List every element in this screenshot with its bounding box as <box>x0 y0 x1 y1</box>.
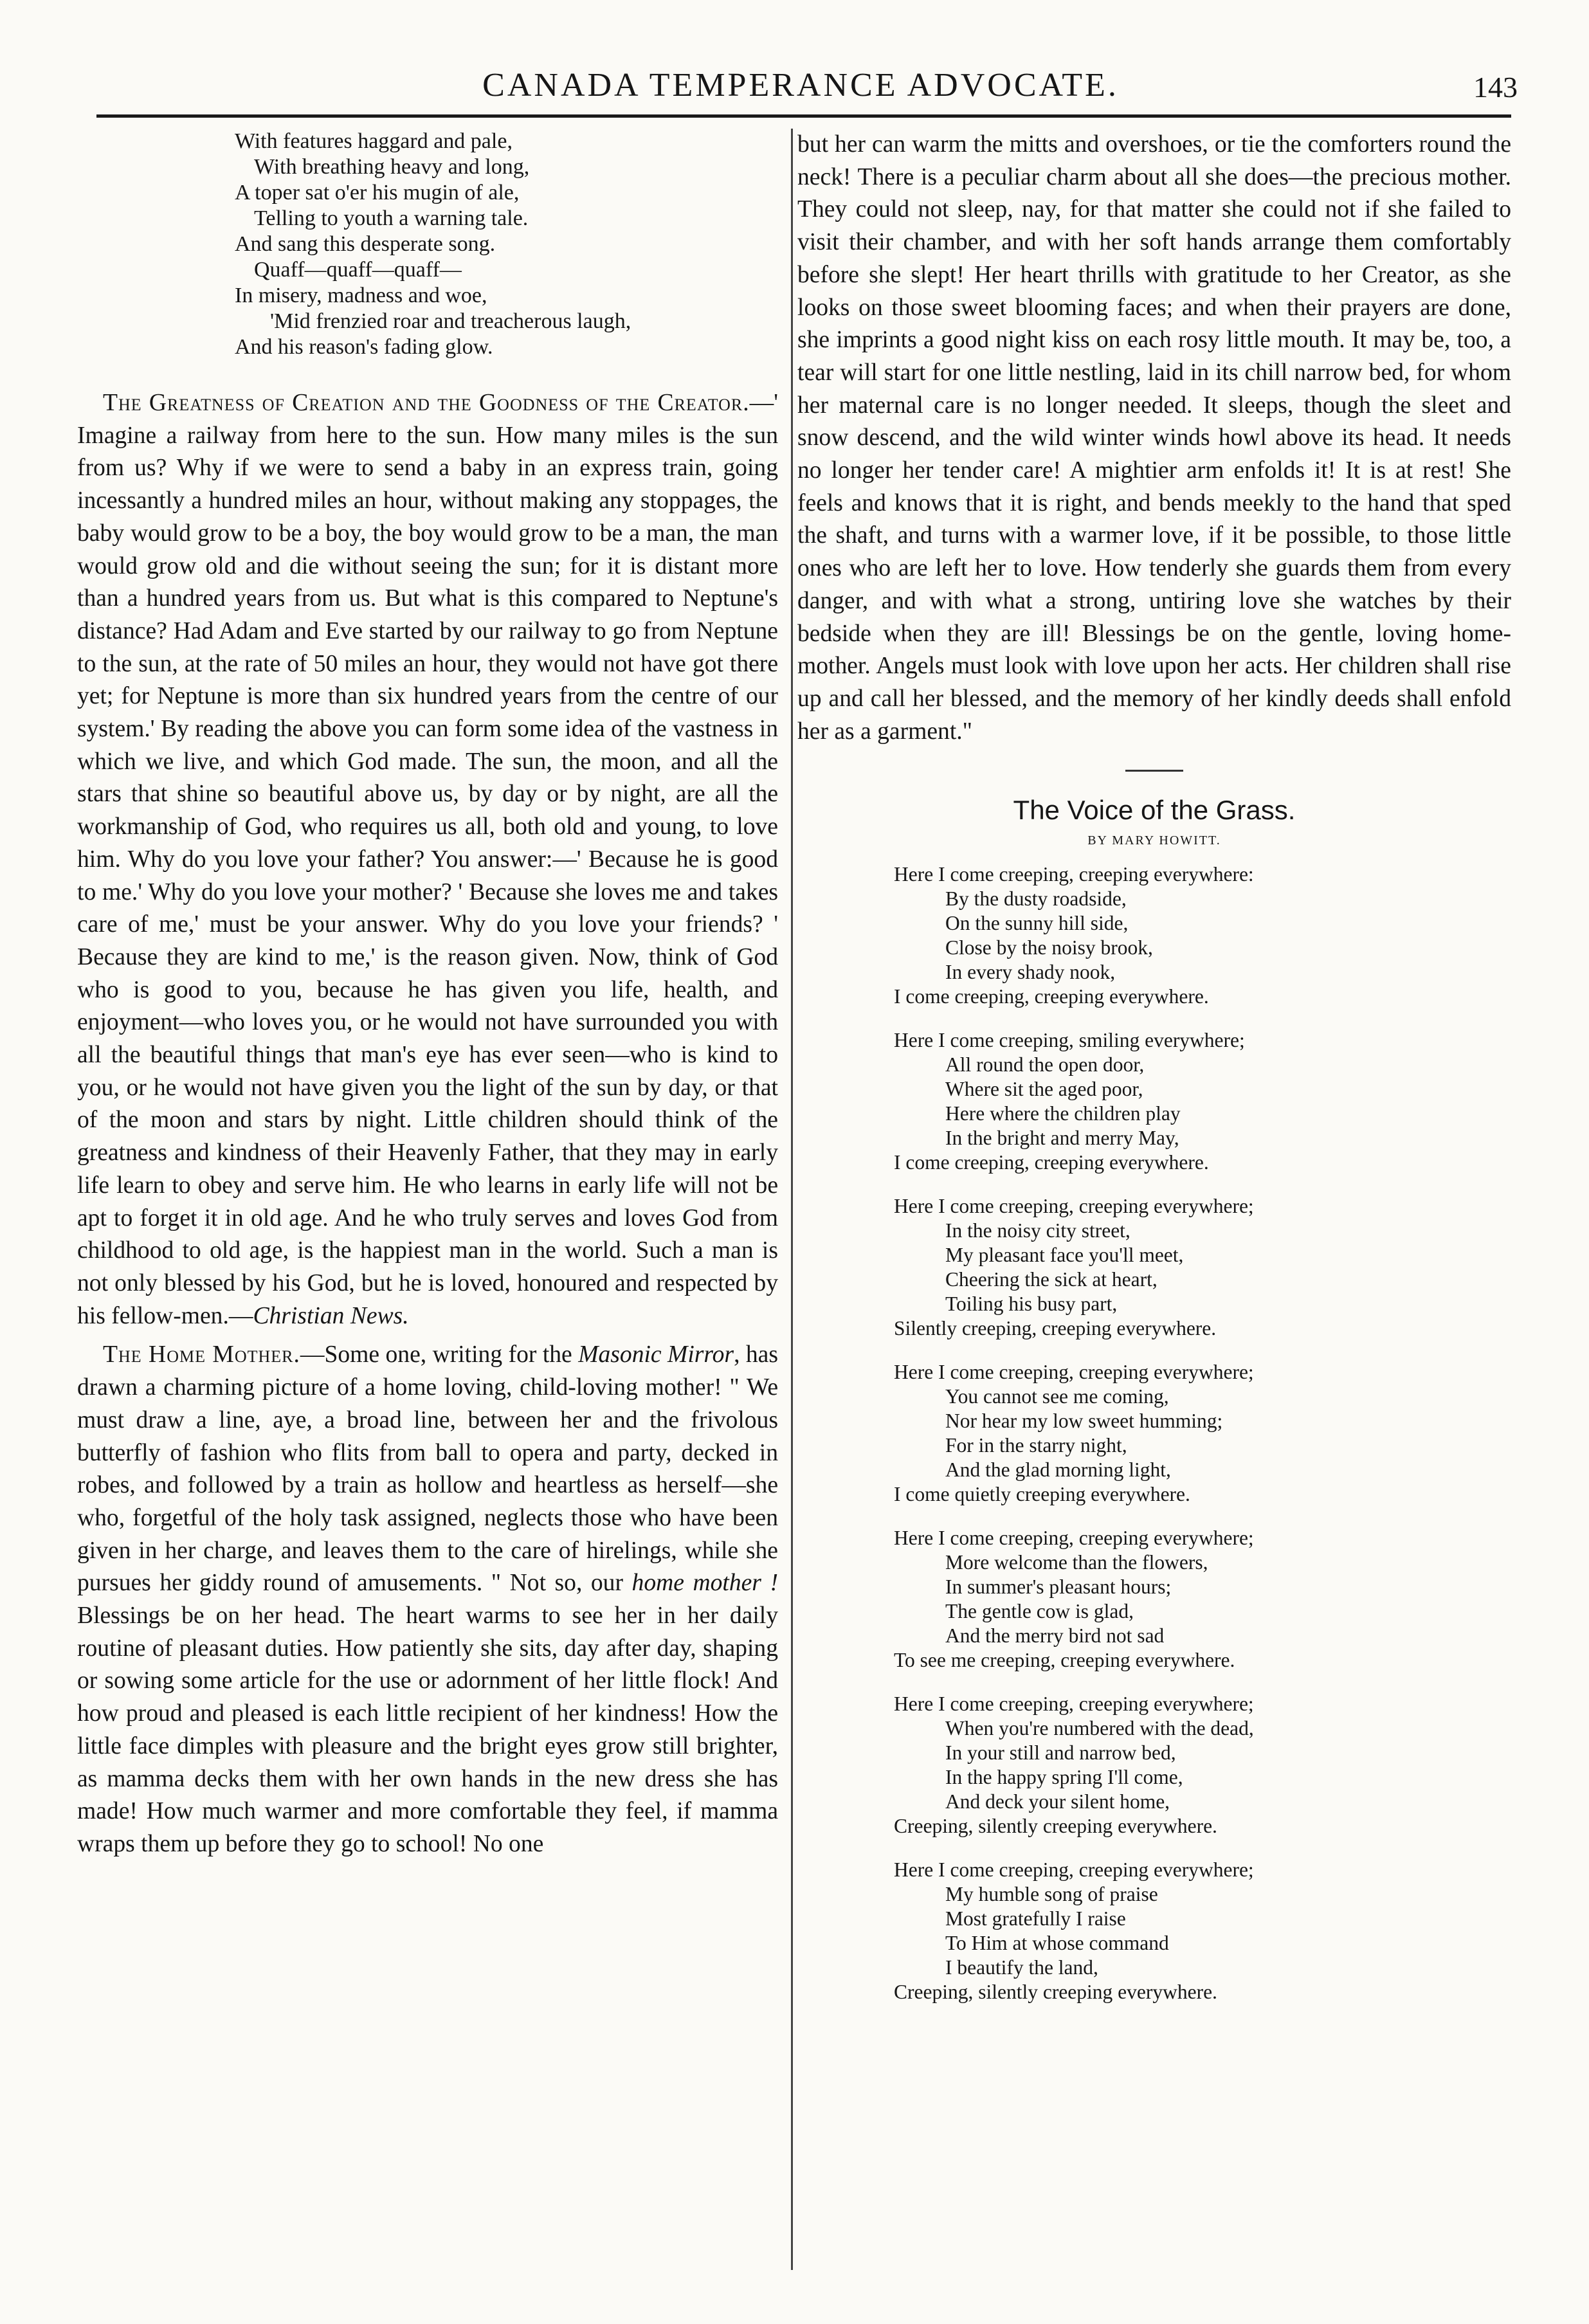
article-heading: The Greatness of Creation and the Goodness of the Creator. <box>103 390 750 416</box>
poem-line: I beautify the land, <box>945 1956 1098 1979</box>
right-column <box>797 129 1511 2024</box>
poem-line: Here I come creeping, smiling everywhere; <box>894 1029 1245 1052</box>
poem-line: My humble song of praise <box>945 1883 1158 1906</box>
emphasis-text: home mother ! <box>631 1570 778 1597</box>
poem-body <box>797 862 1511 2004</box>
poem-title: The Voice of the Grass. <box>1013 795 1296 826</box>
article-home-mother <box>77 1339 778 1860</box>
header-rule <box>96 114 1511 118</box>
poem-line: Here I come creeping, creeping everywhere; <box>894 1527 1254 1550</box>
poem-line: Cheering the sick at heart, <box>945 1268 1158 1291</box>
poem-line: I come creeping, creeping everywhere. <box>894 985 1209 1008</box>
poem-line: In the bright and merry May, <box>945 1127 1179 1150</box>
poem-line: Here I come creeping, creeping everywhere; <box>894 1195 1254 1218</box>
poem-line: In the happy spring I'll come, <box>945 1766 1183 1789</box>
poem-line: The gentle cow is glad, <box>945 1600 1134 1623</box>
poem-line: Most gratefully I raise <box>945 1907 1126 1930</box>
article-source: Christian News. <box>253 1302 409 1329</box>
poem-line: Close by the noisy brook, <box>945 936 1153 959</box>
poem-stanza <box>797 862 1511 1009</box>
verse-line: Telling to youth a warning tale. <box>254 206 529 230</box>
verse-line: And sang this desperate song. <box>235 232 496 256</box>
poem-line: Here I come creeping, creeping everywhere; <box>894 1858 1254 1882</box>
poem-line: Here where the children play <box>945 1102 1181 1125</box>
section-rule <box>1125 770 1183 772</box>
poem-line: In your still and narrow bed, <box>945 1741 1176 1765</box>
poem-line: Silently creeping, creeping everywhere. <box>894 1317 1217 1340</box>
poem-line: Toiling his busy part, <box>945 1293 1118 1316</box>
page-number: 143 <box>1473 71 1518 104</box>
article-body: , has drawn a charming picture of a home loving, child-loving mother! " We must draw a line, aye, a broad line, between her and the frivolous butterfly of fashion who flits from ball to opera and party, decked in robes, and followed by a train as hollow and heartless as herself—she who, forgetful of the holy task assigned, neglects those who have been given in her charge, and leaves them to the care of hirelings, while she pursues her giddy round of amusements. " Not so, our <box>77 1341 778 1597</box>
poem-line: When you're numbered with the dead, <box>945 1717 1254 1740</box>
left-column <box>77 129 778 1861</box>
poem-stanza <box>797 1858 1511 2004</box>
poem-line: I come quietly creeping everywhere. <box>894 1483 1190 1506</box>
verse-line: 'Mid frenzied roar and treacherous laugh, <box>270 309 631 333</box>
poem-line: For in the starry night, <box>945 1434 1127 1457</box>
poem-line: In the noisy city street, <box>945 1219 1130 1242</box>
poem-line: Here I come creeping, creeping everywhere; <box>894 1361 1254 1384</box>
verse-line: And his reason's fading glow. <box>235 335 493 359</box>
poem-line: Creeping, silently creeping everywhere. <box>894 1981 1217 2004</box>
poem-stanza <box>797 1028 1511 1175</box>
poem-line: Nor hear my low sweet humming; <box>945 1410 1223 1433</box>
poem-stanza <box>797 1526 1511 1673</box>
verse-line: With breathing heavy and long, <box>254 155 530 179</box>
poem-line: To see me creeping, creeping everywhere. <box>894 1649 1235 1672</box>
poem-line: By the dusty roadside, <box>945 887 1127 911</box>
poem-line: To Him at whose command <box>945 1932 1169 1955</box>
poem-line: Creeping, silently creeping everywhere. <box>894 1815 1217 1838</box>
page-header <box>90 61 1518 111</box>
article-greatness-of-creation <box>77 387 778 1332</box>
article-body: —' Imagine a railway from here to the sun. How many miles is the sun from us? Why if we were to send a baby in an express train, going incessantly a hundred miles an hour, without making any stoppages, the baby would grow to be a boy, the boy would grow to be a man, the man would grow old and die without seeing the sun; for it is distant more than a hundred years from us. But what is this compared to Neptune's distance? Had Adam and Eve started by our railway to go from Neptune to the sun, at the rate of 50 miles an hour, they would not have got there yet; for Neptune is more than six hundred years from the centre of our system.' By reading the above you can form some idea of the vastness in which we live, and which God made. The sun, the moon, and all the stars that shine so beautiful above us, by day or by night, are all the workmanship of God, who requires us all, both old and young, to love him. Why do you love your father? You answer:—' Because he is good to me.' Why do you love your mother? ' Because she loves me and takes care of me,' must be your answer. Why do you love your friends? ' Because they are kind to me,' is the reason given. Now, think of God who is good to you, because he has given you life, health, and enjoyment—who loves you, or he would not have surrounded you with all the beautiful things that man's eye has ever seen—who is kind to you, or he would not have given you the light of the sun by day, or that of the moon and stars by night. Little children should think of the greatness and kindness of their Heavenly Father, that they may in early life learn to obey and serve him. He who learns in early life will not be apt to forget it in old age. And he who truly serves and loves God from childhood to old age, is the happiest man in the world. Such a man is not only blessed by his God, but he is loved, honoured and respected by his fellow-men.— <box>77 390 779 1329</box>
poem-byline: BY MARY HOWITT. <box>1087 833 1221 848</box>
article-home-mother-continued: but her can warm the mitts and overshoes, or tie the comforters round the neck! There is a peculiar charm about all she does—the precious mother. They could not sleep, nay, for that matter she could not if she failed to visit their chamber, and with her soft hands arrange them comfortably before she slept! Her heart thrills with gratitude to her Creator, as she looks on those sweet blooming faces; and when their prayers are done, she imprints a good night kiss on each rosy little mouth. It may be, too, a tear will start for one little nestling, laid in its chill narrow bed, for whom her maternal care is no longer needed. It sleeps, though the sleet and snow descend, and the wild winter winds howl above its head. It needs no longer her tender care! A mightier arm enfolds it! It is at rest! She feels and knows that it is right, and bends meekly to the hand that sped the shaft, and turns with a warmer love, if it be possible, to those little ones who are left her to love. How tenderly she guards them from every danger, and with what a strong, untiring love she watches by their bedside when they are ill! Blessings be on the gentle, loving home-mother. Angels must look with love upon her acts. Her children shall rise up and call her blessed, and the memory of her kindly deeds shall enfold her as a garment." <box>797 131 1511 745</box>
verse-line: In misery, madness and woe, <box>235 284 487 307</box>
poem-line: I come creeping, creeping everywhere. <box>894 1151 1209 1174</box>
article-body: —Some one, writing for the <box>300 1341 579 1368</box>
poem-stanza <box>797 1360 1511 1507</box>
poem-stanza <box>797 1194 1511 1341</box>
poem-line: All round the open door, <box>945 1053 1145 1076</box>
poem-line: On the sunny hill side, <box>945 912 1129 935</box>
poem-line: More welcome than the flowers, <box>945 1551 1208 1574</box>
article-heading: The Home Mother. <box>103 1341 300 1368</box>
poem-line: Where sit the aged poor, <box>945 1078 1143 1101</box>
poem-line: And deck your silent home, <box>945 1790 1170 1813</box>
running-title: CANADA TEMPERANCE ADVOCATE. <box>482 67 1119 104</box>
poem-stanza <box>797 1692 1511 1838</box>
poem-line: In summer's pleasant hours; <box>945 1575 1172 1599</box>
verse-line: A toper sat o'er his mugin of ale, <box>235 181 520 204</box>
poem-line: And the merry bird not sad <box>945 1624 1165 1648</box>
article-body: Blessings be on her head. The heart warms to see her in her daily routine of pleasant duties. How patiently she sits, day after day, shaping or sowing some article for the use or adornment of her little flock! And how proud and pleased is each little recipient of her kindness! How the little face dimples with pleasure and the bright eyes grow still brighter, as mamma decks them with her own hands in the new dress she has made! How much warmer and more comfortable they feel, if mamma wraps them up before they go to school! No one <box>77 1602 778 1857</box>
poem-line: Here I come creeping, creeping everywhere; <box>894 1693 1254 1716</box>
column-divider <box>791 129 793 2270</box>
verse-line: Quaff—quaff—quaff— <box>254 258 462 282</box>
poem-line: You cannot see me coming, <box>945 1385 1169 1408</box>
poem-line: In every shady nook, <box>945 961 1116 984</box>
publication-name: Masonic Mirror <box>578 1341 734 1368</box>
poem-line: Here I come creeping, creeping everywhere: <box>894 863 1254 886</box>
poem-line: And the glad morning light, <box>945 1458 1171 1482</box>
verse-line: With features haggard and pale, <box>235 129 513 153</box>
poem-line: My pleasant face you'll meet, <box>945 1244 1184 1267</box>
opening-verse <box>77 129 778 360</box>
